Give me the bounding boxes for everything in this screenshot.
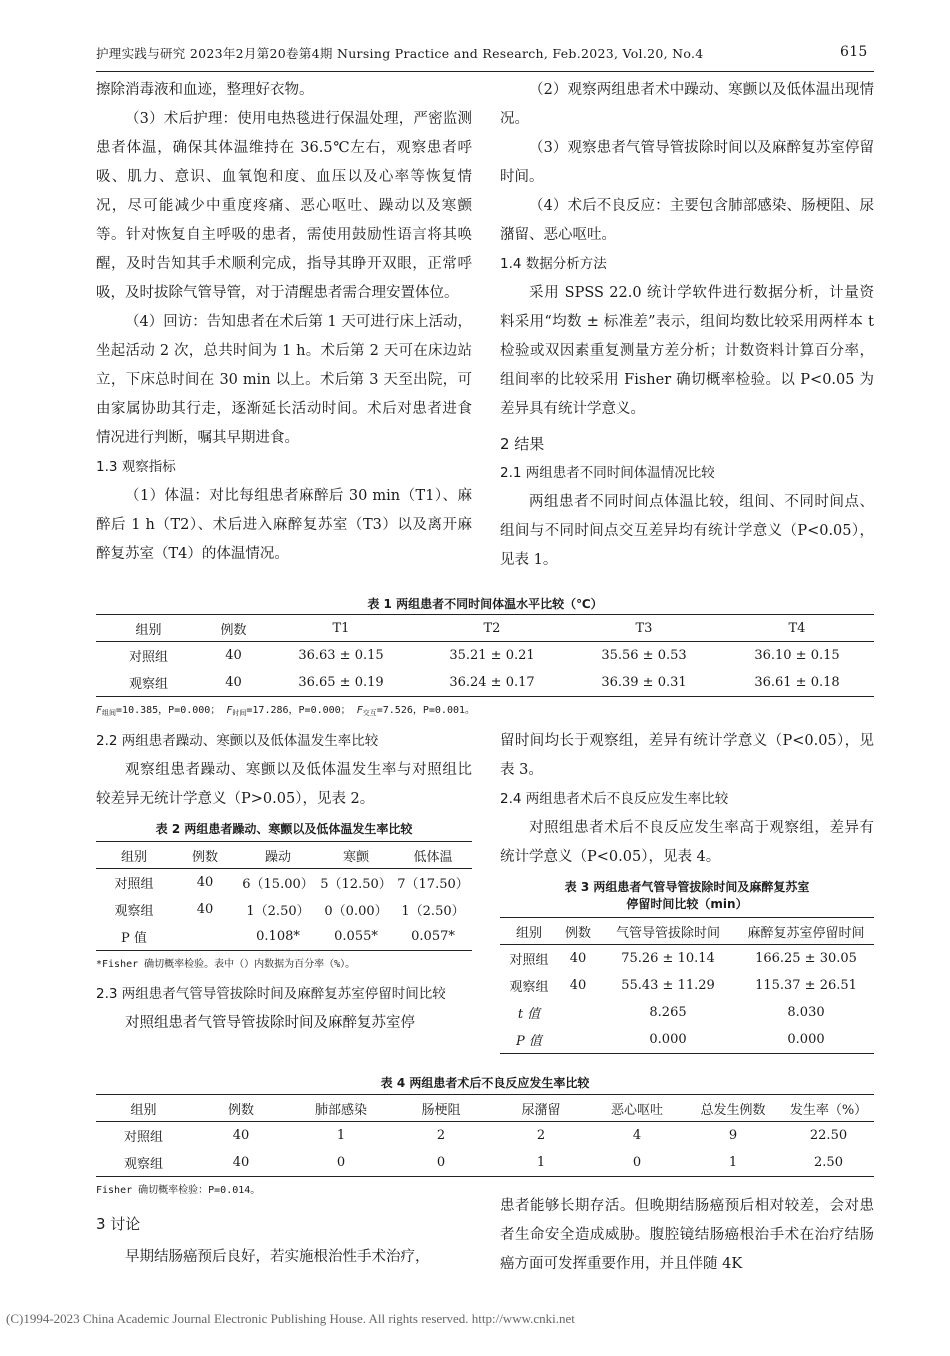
page-number: 615 (840, 44, 868, 60)
table3-caption (500, 879, 874, 913)
table-header-cell: 尿潴留 (491, 1095, 591, 1122)
table-cell: 0 (391, 1149, 491, 1177)
table-cell: 0 (591, 1149, 683, 1177)
table-cell: 1 (336, 1128, 346, 1143)
table-cell: 观察组 (509, 980, 549, 995)
paragraph-discussion-cont: 患者能够长期存活。但晚期结肠癌预后相对较差，会对患者生命安全造成威胁。腹腔镜结肠癌根治手术在治疗结肠癌方面可发挥重要作用，并且伴随 4K (500, 1198, 874, 1272)
left-column-lower (96, 980, 472, 1038)
table-cell: 对照组 (123, 1130, 163, 1145)
paragraph-temperature: （1）体温：对比每组患者麻醉后 30 min（T1）、麻醉后 1 h（T2）、术后进入麻醉复苏室（T3）以及离开麻醉复苏室（T4）的体温情况。 (96, 488, 472, 562)
table-row (500, 1026, 874, 1054)
table-row (96, 669, 874, 697)
table-row (500, 945, 874, 973)
paragraph-results-2-4: 对照组患者术后不良反应发生率高于观察组，差异有统计学意义（P<0.05），见表 4。 (500, 820, 874, 865)
table1-caption: 表 1 两组患者不同时间体温水平比较（℃） (367, 597, 603, 611)
right-column-bottom (500, 1192, 874, 1279)
note-f: F (226, 705, 233, 716)
paragraph-results-2-1: 两组患者不同时间点体温比较，组间、不同时间点、组间与不同时间点交互差异均有统计学意义（P<0.05），见表 1。 (500, 494, 874, 568)
table-header-cell: 寒颤 (318, 842, 394, 869)
table-cell (558, 1026, 598, 1054)
table-cell: 36.39 ± 0.31 (568, 669, 720, 697)
table-cell: 6（15.00） (242, 877, 314, 892)
table-cell: 2 (536, 1128, 546, 1143)
table-header-cell: 例数 (172, 842, 238, 869)
table-cell: t 值 (517, 1007, 541, 1022)
table-header-cell: 组别 (500, 918, 558, 945)
note-f: F (96, 705, 103, 716)
table-row (96, 869, 472, 897)
table-cell: 0 (291, 1149, 391, 1177)
table-cell: 22.50 (809, 1128, 848, 1143)
table-cell: P 值 (500, 1026, 558, 1054)
table-cell: 0.057* (394, 923, 472, 951)
table-cell: P 值 (96, 923, 172, 951)
table-row (96, 1149, 874, 1177)
table-cell: 0.055* (318, 923, 394, 951)
table-cell: 40 (191, 1149, 291, 1177)
table-cell: 40 (569, 951, 587, 966)
note-value: =17.286，P=0.000； (246, 705, 351, 716)
table-cell: 1 (491, 1149, 591, 1177)
note-sub: 时间 (232, 709, 247, 717)
paragraph-results-2-3: 对照组患者气管导管拔除时间及麻醉复苏室停 (125, 1015, 415, 1031)
table-row (500, 999, 874, 1026)
section-heading-3: 3 讨论 (96, 1215, 141, 1233)
table-cell: 75.26 ± 10.14 (621, 951, 715, 966)
table-header-cell: 组别 (96, 1095, 191, 1122)
paragraph-statistics: 采用 SPSS 22.0 统计学软件进行数据分析，计量资料采用“均数 ± 标准差”表示，组间均数比较采用两样本 t 检验或双因素重复测量方差分析；计数资料计算百分率，组间率的比较采用 Fisher 确切概率检验。以 P<0.05 为差异具有统计学意义。 (500, 285, 874, 417)
table-cell: 1 (683, 1149, 783, 1177)
table-header-cell: 组别 (96, 842, 172, 869)
table2-note: *Fisher 确切概率检验。表中（）内数据为百分率（%）。 (96, 959, 356, 970)
left-column-mid (96, 727, 472, 814)
table-cell: 0（0.00） (324, 904, 388, 919)
table-cell: 观察组 (114, 904, 154, 919)
paragraph-observe-4: （4）术后不良反应：主要包含肺部感染、肠梗阻、尿潴留、恶心呕吐。 (500, 198, 874, 243)
section-heading-2: 2 结果 (500, 435, 545, 453)
table-cell: 5（12.50） (320, 877, 392, 892)
table-row (96, 896, 472, 923)
section-heading-1-3: 1.3 观察指标 (96, 459, 176, 475)
header-rule (96, 71, 874, 72)
right-column-top (500, 76, 874, 575)
paragraph-observe-2: （2）观察两组患者术中躁动、寒颤以及低体温出现情况。 (500, 82, 874, 127)
table2-caption: 表 2 两组患者躁动、寒颤以及低体温发生率比较 (155, 822, 413, 836)
table-header-cell: 气管导管拔除时间 (598, 918, 738, 945)
table-header-row (96, 615, 874, 642)
table-cell (558, 999, 598, 1026)
table-cell: 36.10 ± 0.15 (754, 648, 840, 663)
section-heading-2-4: 2.4 两组患者术后不良反应发生率比较 (500, 791, 729, 807)
table-header-row (500, 918, 874, 945)
table-cell: 7（17.50） (397, 877, 469, 892)
note-f: F (356, 705, 363, 716)
note-value: =7.526，P=0.001。 (376, 705, 476, 716)
table4 (96, 1094, 874, 1177)
table-cell: 40 (196, 902, 214, 917)
paragraph-discussion: 早期结肠癌预后良好，若实施根治性手术治疗， (125, 1249, 430, 1265)
table-header-cell: 组别 (96, 615, 201, 642)
table-cell: 40 (196, 875, 214, 890)
table-row (96, 642, 874, 670)
paragraph-results-2-2: 观察组患者躁动、寒颤以及低体温发生率与对照组比较差异无统计学意义（P>0.05），见表 2。 (96, 762, 472, 807)
table-cell: 115.37 ± 26.51 (755, 978, 857, 993)
table-row (500, 972, 874, 999)
table4-note: Fisher 确切概率检验：P=0.014。 (96, 1185, 261, 1196)
paragraph: 擦除消毒液和血迹，整理好衣物。 (96, 82, 314, 98)
left-column-bottom (96, 1210, 472, 1272)
left-column-top (96, 76, 472, 569)
table1-note (96, 701, 475, 718)
section-heading-2-3: 2.3 两组患者气管导管拔除时间及麻醉复苏室停留时间比较 (96, 986, 446, 1002)
table-cell: 对照组 (114, 877, 154, 892)
table-cell: 40 (225, 648, 242, 663)
table-header-cell: 麻醉复苏室停留时间 (738, 918, 874, 945)
table-header-cell: 总发生例数 (683, 1095, 783, 1122)
section-heading-1-4: 1.4 数据分析方法 (500, 256, 607, 272)
table3-caption-line2: 停留时间比较（min） (626, 897, 748, 911)
table2 (96, 841, 472, 951)
table-header-cell: T3 (568, 615, 720, 642)
table-cell: 对照组 (509, 953, 549, 968)
table-cell: 40 (569, 978, 587, 993)
note-sub: 组间 (102, 709, 117, 717)
table-header-cell: 肺部感染 (291, 1095, 391, 1122)
section-heading-2-2: 2.2 两组患者躁动、寒颤以及低体温发生率比较 (96, 733, 379, 749)
table-cell: 36.65 ± 0.19 (266, 669, 416, 697)
table-cell: 35.56 ± 0.53 (601, 648, 687, 663)
table-cell: 0.108* (238, 923, 318, 951)
table-header-cell: 恶心呕吐 (591, 1095, 683, 1122)
paragraph-postop-care: （3）术后护理：使用电热毯进行保温处理，严密监测患者体温，确保其体温维持在 36.5℃左右，观察患者呼吸、肌力、意识、血氧饱和度、血压以及心率等恢复情况，尽可能减少中重度疼痛、恶心呕吐、躁动以及寒颤等。针对恢复自主呼吸的患者，需使用鼓励性语言将其唤醒，及时告知其手术顺利完成，指导其睁开双眼，正常呼吸，及时拔除气管导管，对于清醒患者需合理安置体位。 (96, 111, 472, 301)
table-cell: 观察组 (96, 669, 201, 697)
table-cell: 对照组 (128, 650, 168, 665)
table-cell: 1（2.50） (401, 904, 465, 919)
table3 (500, 917, 874, 1054)
note-sub: 交互 (362, 709, 377, 717)
table-cell: 36.24 ± 0.17 (416, 669, 568, 697)
table-cell: 2 (436, 1128, 446, 1143)
table-cell (172, 923, 238, 951)
table-header-cell: 发生率（%） (783, 1095, 874, 1122)
table3-caption-line1: 表 3 两组患者气管导管拔除时间及麻醉复苏室 (564, 880, 810, 894)
table-cell: 0.000 (598, 1026, 738, 1054)
right-column-mid (500, 727, 874, 872)
table-cell: 4 (632, 1128, 642, 1143)
table-cell: 1（2.50） (246, 904, 310, 919)
table-header-cell: 肠梗阻 (391, 1095, 491, 1122)
table-header-cell: 低体温 (394, 842, 472, 869)
table-cell: 0.000 (738, 1026, 874, 1054)
table-cell: 8.265 (649, 1005, 687, 1020)
table-header-cell: 例数 (201, 615, 266, 642)
table-header-cell: T4 (720, 615, 874, 642)
table-cell: 36.61 ± 0.18 (720, 669, 874, 697)
table-header-cell: 躁动 (238, 842, 318, 869)
table-cell: 35.21 ± 0.21 (449, 648, 535, 663)
table-cell: 2.50 (783, 1149, 874, 1177)
table-cell: 55.43 ± 11.29 (621, 978, 715, 993)
table-cell: 观察组 (96, 1149, 191, 1177)
table-header-cell: 例数 (191, 1095, 291, 1122)
paragraph-followup: （4）回访：告知患者在术后第 1 天可进行床上活动，坐起活动 2 次，总共时间为 1 h。术后第 2 天可在床边站立，下床总时间在 30 min 以上。术后第 3 天至出院，可由家属协助其行走，逐渐延长活动时间。术后对患者进食情况进行判断，嘱其早期进食。 (96, 314, 472, 446)
table4-caption: 表 4 两组患者术后不良反应发生率比较 (380, 1076, 590, 1090)
copyright-footer: (C)1994-2023 China Academic Journal Electronic Publishing House. All rights reserved. http://www.cnki.net (6, 1311, 575, 1326)
table-row (96, 1122, 874, 1150)
running-header: 护理实践与研究 2023年2月第20卷第4期 Nursing Practice and Research, Feb.2023, Vol.20, No.4 (96, 46, 704, 61)
table-cell: 8.030 (787, 1005, 825, 1020)
table-cell: 166.25 ± 30.05 (755, 951, 857, 966)
paragraph-observe-3: （3）观察患者气管导管拔除时间以及麻醉复苏室停留时间。 (500, 140, 874, 185)
table1 (96, 614, 874, 697)
table-header-cell: 例数 (558, 918, 598, 945)
paragraph-results-2-3-cont: 留时间均长于观察组，差异有统计学意义（P<0.05），见表 3。 (500, 733, 874, 778)
table-cell: 40 (232, 1128, 250, 1143)
table-cell: 9 (728, 1128, 738, 1143)
section-heading-2-1: 2.1 两组患者不同时间体温情况比较 (500, 465, 715, 481)
table-row (96, 923, 472, 951)
table-header-cell: T2 (416, 615, 568, 642)
table-header-row (96, 842, 472, 869)
table-cell: 36.63 ± 0.15 (298, 648, 384, 663)
note-value: =10.385，P=0.000； (116, 705, 221, 716)
table-header-row (96, 1095, 874, 1122)
table-cell: 40 (201, 669, 266, 697)
table-header-cell: T1 (266, 615, 416, 642)
